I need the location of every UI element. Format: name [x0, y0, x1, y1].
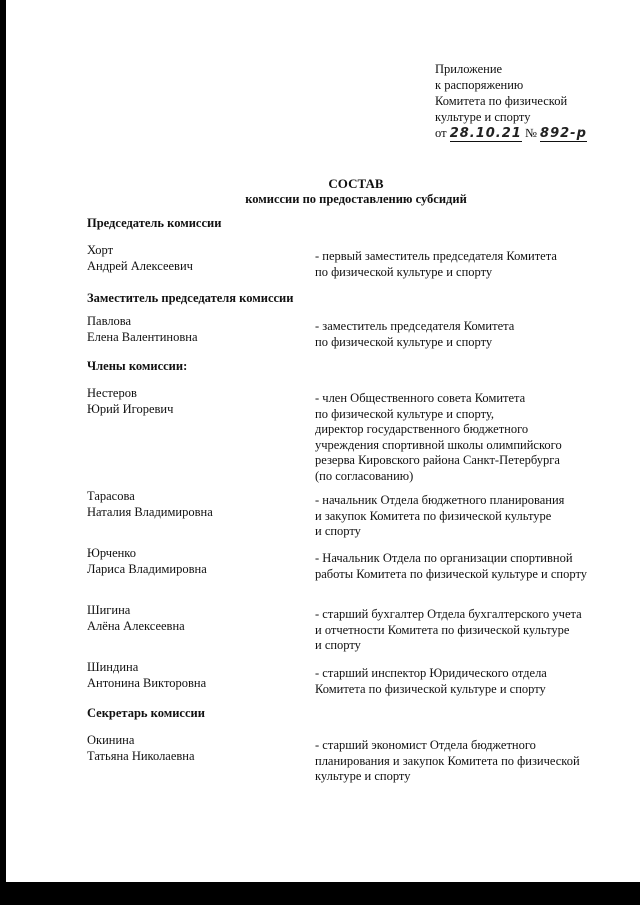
member-surname: Хорт — [87, 243, 114, 257]
date-prefix: от — [435, 126, 447, 140]
section-heading-secretary: Секретарь комиссии — [87, 706, 205, 720]
member-surname: Окинина — [87, 733, 135, 747]
role-line: - заместитель председателя Комитета — [315, 319, 515, 333]
role-line: - старший экономист Отдела бюджетного — [315, 738, 536, 752]
member-surname: Шиндина — [87, 660, 139, 674]
member-given-name: Антонина Викторовна — [87, 675, 207, 690]
role-line: Комитета по физической культуре и спорту — [315, 681, 546, 696]
member-role — [315, 319, 514, 350]
role-line: и закупок Комитета по физической культуре — [315, 508, 552, 523]
role-line: - начальник Отдела бюджетного планирования — [315, 493, 565, 507]
role-line: резерва Кировского района Санкт-Петербурга — [315, 453, 560, 467]
member-given-name: Наталия Владимировна — [87, 504, 213, 519]
member-name — [87, 733, 195, 764]
role-line: культуре и спорту — [315, 769, 411, 783]
role-line: по физической культуре и спорту — [315, 264, 493, 279]
role-line: по физической культуре и спорту — [315, 334, 493, 349]
role-line: работы Комитета по физической культуре и спорту — [315, 566, 587, 581]
member-role — [315, 607, 582, 654]
handwritten-number: 892-р — [540, 126, 587, 141]
role-line: (по согласованию) — [315, 468, 414, 483]
annex-block — [435, 61, 625, 142]
member-name — [87, 489, 213, 520]
member-name — [87, 546, 207, 577]
member-role — [315, 738, 580, 785]
member-name — [87, 660, 206, 691]
member-given-name: Андрей Алексеевич — [87, 258, 193, 273]
scan-edge-bottom — [0, 882, 640, 905]
member-given-name: Елена Валентиновна — [87, 329, 198, 344]
member-name — [87, 243, 193, 274]
role-line: - член Общественного совета Комитета — [315, 391, 526, 405]
role-line: - старший бухгалтер Отдела бухгалтерского учета — [315, 607, 582, 621]
member-role — [315, 551, 587, 582]
role-line: по физической культуре и спорту, — [315, 406, 495, 421]
handwritten-date: 28.10.21 — [449, 126, 522, 141]
scan-edge-left — [0, 0, 6, 905]
section-heading-members: Члены комиссии: — [87, 359, 188, 373]
role-line: планирования и закупок Комитета по физической — [315, 753, 580, 768]
role-line: директор государственного бюджетного — [315, 422, 529, 436]
role-line: учреждения спортивной школы олимпийского — [315, 437, 562, 452]
annex-date-line — [435, 125, 625, 142]
member-role — [315, 391, 562, 484]
number-prefix: № — [524, 126, 537, 140]
annex-line: культуре и спорту — [435, 110, 531, 124]
role-line: - старший инспектор Юридического отдела — [315, 666, 547, 680]
member-given-name: Юрий Игоревич — [87, 401, 174, 416]
section-heading-chair: Председатель комиссии — [87, 216, 222, 230]
role-line: и спорту — [315, 524, 361, 538]
member-name — [87, 603, 185, 634]
role-line: - Начальник Отдела по организации спортивной — [315, 551, 573, 565]
member-surname: Павлова — [87, 314, 132, 328]
member-name — [87, 314, 198, 345]
member-surname: Юрченко — [87, 546, 136, 560]
member-role — [315, 249, 557, 280]
member-given-name: Татьяна Николаевна — [87, 748, 195, 763]
section-heading-deputy: Заместитель председателя комиссии — [87, 291, 294, 305]
role-line: и отчетности Комитета по физической культуре — [315, 622, 570, 637]
member-given-name: Лариса Владимировна — [87, 561, 207, 576]
annex-line: Приложение — [435, 62, 503, 76]
member-role — [315, 666, 547, 697]
member-given-name: Алёна Алексеевна — [87, 618, 185, 633]
annex-line: Комитета по физической — [435, 94, 568, 108]
role-line: - первый заместитель председателя Комитета — [315, 249, 557, 263]
member-name — [87, 386, 173, 417]
document-title: СОСТАВ — [328, 176, 384, 191]
member-surname: Шигина — [87, 603, 131, 617]
annex-line: к распоряжению — [435, 78, 524, 92]
member-role — [315, 493, 564, 540]
member-surname: Нестеров — [87, 386, 137, 400]
document-subtitle: комиссии по предоставлению субсидий — [245, 192, 467, 206]
member-surname: Тарасова — [87, 489, 135, 503]
role-line: и спорту — [315, 638, 361, 652]
